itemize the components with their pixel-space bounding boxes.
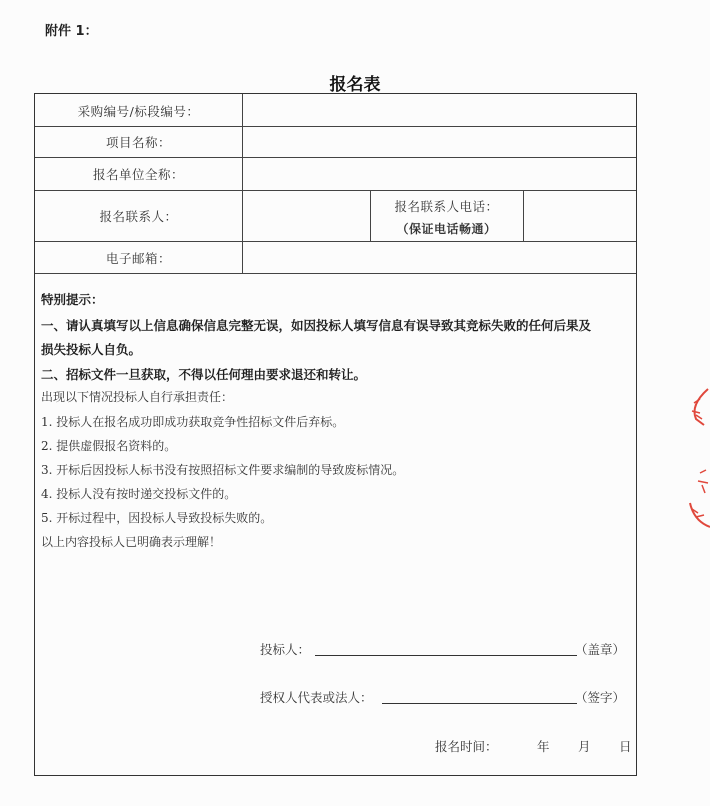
notes-case-4: 4. 投标人没有按时递交投标文件的。 <box>41 487 237 501</box>
date-day: 日 <box>619 739 632 754</box>
red-seal-stamp-icon <box>686 385 710 535</box>
attachment-label: 附件 1： <box>45 24 98 39</box>
contact-person-label: 报名联系人： <box>99 209 178 224</box>
row-divider <box>35 241 636 242</box>
notes-item-1: 一、请认真填写以上信息确保信息完整无误，如因投标人填写信息有误导致其竞标失败的任何后果及 <box>41 318 592 333</box>
representative-signature-line[interactable] <box>382 703 577 704</box>
phone-note: （保证电话畅通） <box>396 222 497 236</box>
column-divider <box>242 94 243 273</box>
registration-date-label: 报名时间： <box>435 739 498 754</box>
contact-phone-label: 报名联系人电话： <box>394 199 499 214</box>
representative-label: 授权人代表或法人： <box>260 690 373 705</box>
notes-case-2: 2. 提供虚假报名资料的。 <box>41 439 177 453</box>
bidder-label: 投标人： <box>260 642 311 657</box>
bidder-seal-suffix: （盖章） <box>575 642 626 657</box>
row-divider <box>35 126 636 127</box>
form-title: 报名表 <box>329 75 381 95</box>
project-name-label: 项目名称： <box>105 135 171 150</box>
registration-form <box>34 93 637 776</box>
company-name-label: 报名单位全称： <box>92 167 184 182</box>
date-year: 年 <box>537 739 550 754</box>
row-divider <box>35 157 636 158</box>
column-divider <box>523 190 524 241</box>
bidder-signature-line[interactable] <box>315 655 577 656</box>
notes-case-1: 1. 投标人在报名成功即成功获取竞争性招标文件后弃标。 <box>41 415 345 429</box>
representative-sign-suffix: （签字） <box>575 690 626 705</box>
procurement-number-label: 采购编号/标段编号： <box>77 104 200 119</box>
notes-confirm: 以上内容投标人已明确表示理解！ <box>41 535 222 549</box>
notes-heading: 特别提示： <box>41 292 104 307</box>
date-month: 月 <box>578 739 591 754</box>
notes-case-5: 5. 开标过程中，因投标人导致投标失败的。 <box>41 511 273 525</box>
notes-intro: 出现以下情况投标人自行承担责任： <box>41 390 234 404</box>
row-divider <box>35 190 636 191</box>
notes-case-3: 3. 开标后因投标人标书没有按照招标文件要求编制的导致废标情况。 <box>41 463 405 477</box>
notes-item-1-cont: 损失投标人自负。 <box>41 342 142 357</box>
email-label: 电子邮箱： <box>105 251 171 266</box>
notes-item-2: 二、招标文件一旦获取，不得以任何理由要求退还和转让。 <box>41 367 367 382</box>
row-divider <box>35 273 636 274</box>
